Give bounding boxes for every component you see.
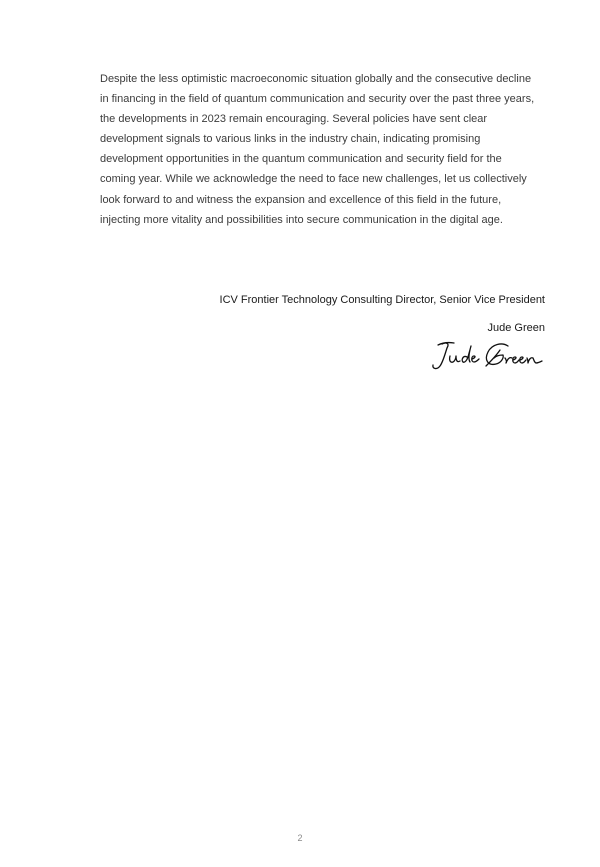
- body-line: look forward to and witness the expansion and excellence of this field in the future,: [100, 193, 502, 206]
- body-paragraph: [100, 69, 545, 230]
- body-line: development signals to various links in the industry chain, indicating promising: [100, 133, 481, 146]
- body-line: coming year. While we acknowledge the need to face new challenges, let us collectively: [100, 173, 527, 186]
- signatory-title: ICV Frontier Technology Consulting Director, Senior Vice President: [219, 294, 545, 306]
- page-number: 2: [297, 833, 303, 843]
- body-line: Despite the less optimistic macroeconomic situation globally and the consecutive decline: [100, 73, 532, 85]
- handwritten-signature: [428, 338, 548, 374]
- body-line: in financing in the field of quantum communication and security over the past three years,: [100, 93, 535, 106]
- body-line: the developments in 2023 remain encouraging. Several policies have sent clear: [100, 113, 488, 126]
- body-line: development opportunities in the quantum communication and security field for the: [100, 153, 502, 166]
- signature-block: [220, 290, 545, 338]
- signatory-name: Jude Green: [487, 322, 545, 334]
- body-line: injecting more vitality and possibilities into secure communication in the digital age.: [100, 213, 503, 226]
